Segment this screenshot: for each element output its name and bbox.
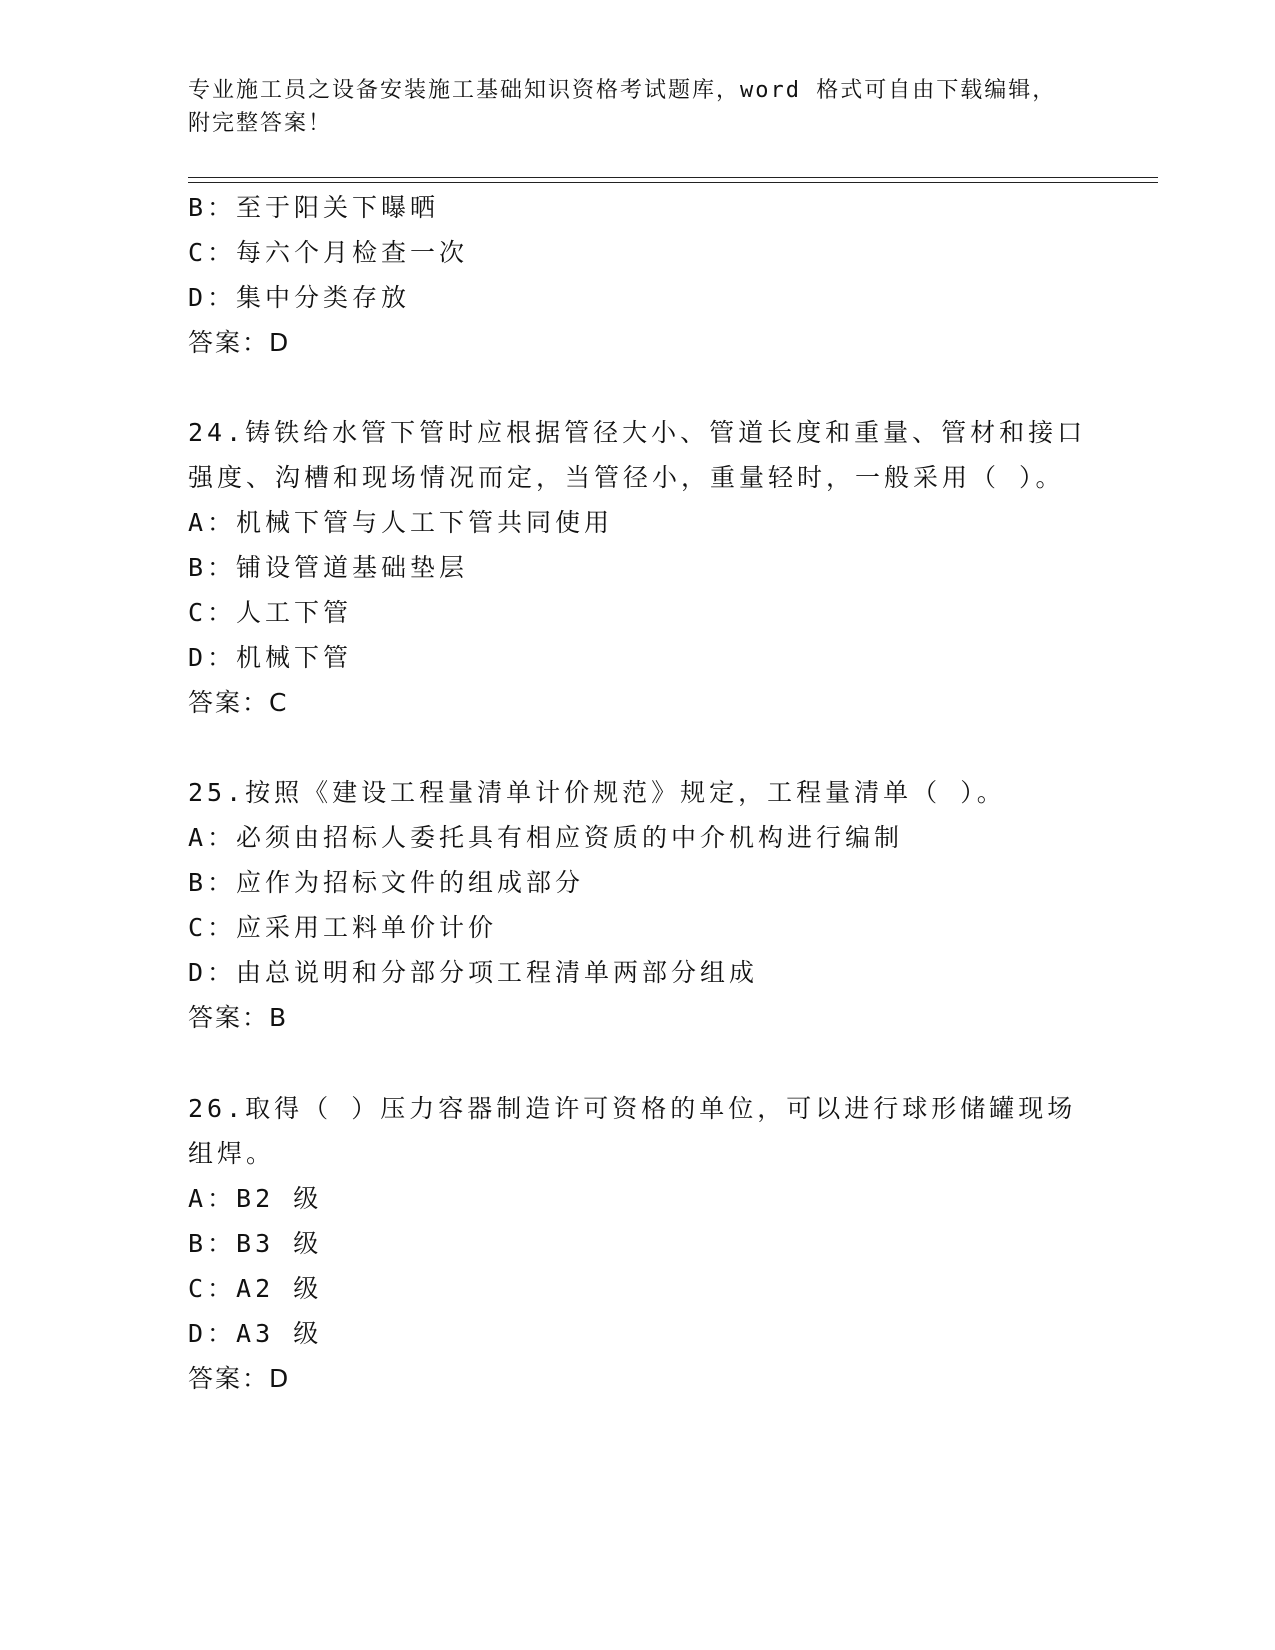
- q24-option-a: A：机械下管与人工下管共同使用: [188, 508, 614, 537]
- q25-answer: 答案：B: [188, 1003, 289, 1032]
- q24-stem-line-2: 强度、沟槽和现场情况而定，当管径小，重量轻时，一般采用（ ）。: [188, 463, 1065, 492]
- header-divider-bottom: [188, 182, 1158, 183]
- q24-option-b: B：铺设管道基础垫层: [188, 553, 469, 582]
- q26-option-a: A：B2 级: [188, 1184, 323, 1213]
- q26-stem-line-1: 26.取得（ ）压力容器制造许可资格的单位，可以进行球形储罐现场: [188, 1094, 1077, 1123]
- q26-stem-line-2: 组焊。: [188, 1139, 276, 1168]
- q24-stem-line-1: 24.铸铁给水管下管时应根据管径大小、管道长度和重量、管材和接口: [188, 418, 1087, 447]
- header-divider-top: [188, 177, 1158, 178]
- q25-option-a: A：必须由招标人委托具有相应资质的中介机构进行编制: [188, 823, 904, 852]
- document-header: [188, 74, 1088, 140]
- q25-option-c: C：应采用工料单价计价: [188, 913, 498, 942]
- q23-option-d: D：集中分类存放: [188, 283, 411, 312]
- q25-option-b: B：应作为招标文件的组成部分: [188, 868, 585, 897]
- q24-option-c: C：人工下管: [188, 598, 353, 627]
- q26-answer: 答案：D: [188, 1364, 291, 1393]
- q25-option-d: D：由总说明和分部分项工程清单两部分组成: [188, 958, 759, 987]
- header-line-2: 附完整答案！: [188, 111, 333, 136]
- q26-option-d: D：A3 级: [188, 1319, 323, 1348]
- header-line-1: 专业施工员之设备安装施工基础知识资格考试题库，word 格式可自由下载编辑，: [188, 78, 1057, 103]
- q26-option-b: B：B3 级: [188, 1229, 323, 1258]
- q24-option-d: D：机械下管: [188, 643, 353, 672]
- q23-option-c: C：每六个月检查一次: [188, 238, 469, 267]
- q23-option-b: B：至于阳关下曝晒: [188, 193, 440, 222]
- q26-option-c: C：A2 级: [188, 1274, 323, 1303]
- q24-answer: 答案：C: [188, 688, 289, 717]
- q25-stem-line-1: 25.按照《建设工程量清单计价规范》规定，工程量清单（ ）。: [188, 778, 1006, 807]
- q23-answer: 答案：D: [188, 328, 291, 357]
